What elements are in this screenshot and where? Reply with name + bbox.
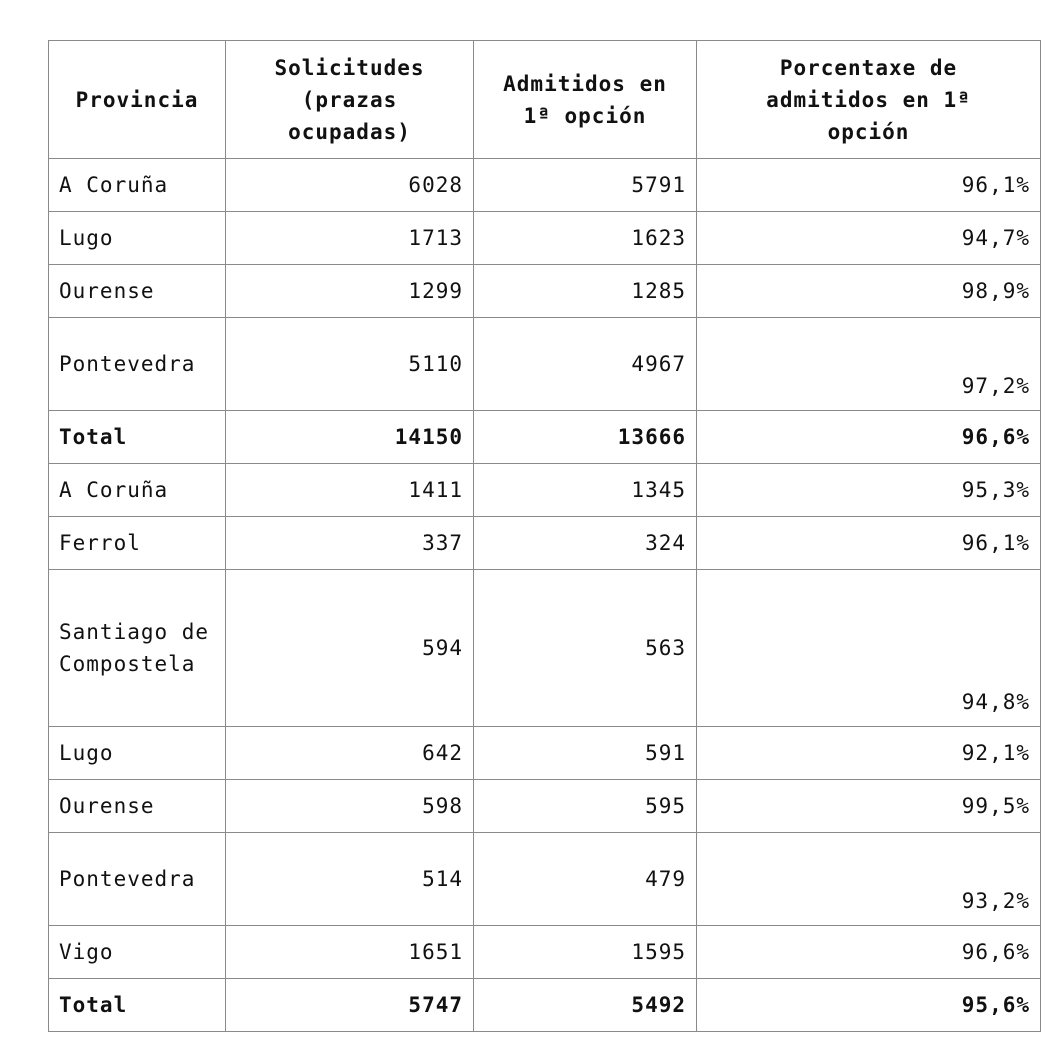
cell-solicitudes: 514 <box>226 833 474 926</box>
cell-solicitudes: 594 <box>226 570 474 727</box>
cell-solicitudes: 5110 <box>226 318 474 411</box>
cell-provincia: Lugo <box>49 727 226 780</box>
table-row <box>49 833 1041 926</box>
cell-provincia: Total <box>49 979 226 1032</box>
cell-solicitudes: 642 <box>226 727 474 780</box>
table-row <box>49 464 1041 517</box>
cell-porcentaxe: 96,6% <box>697 411 1041 464</box>
cell-porcentaxe: 96,1% <box>697 159 1041 212</box>
cell-admitidos: 13666 <box>474 411 697 464</box>
total-row <box>49 979 1041 1032</box>
table-row <box>49 570 1041 727</box>
cell-admitidos: 595 <box>474 780 697 833</box>
cell-solicitudes: 1299 <box>226 265 474 318</box>
cell-porcentaxe: 95,3% <box>697 464 1041 517</box>
cell-solicitudes: 1713 <box>226 212 474 265</box>
cell-porcentaxe: 95,6% <box>697 979 1041 1032</box>
table-row <box>49 318 1041 411</box>
cell-porcentaxe: 96,6% <box>697 926 1041 979</box>
cell-porcentaxe: 96,1% <box>697 517 1041 570</box>
cell-admitidos: 1345 <box>474 464 697 517</box>
table-row <box>49 517 1041 570</box>
header-provincia: Provincia <box>49 41 226 159</box>
cell-provincia: A Coruña <box>49 464 226 517</box>
cell-porcentaxe: 97,2% <box>697 318 1041 411</box>
header-admitidos: Admitidos en 1ª opción <box>474 41 697 159</box>
cell-admitidos: 324 <box>474 517 697 570</box>
cell-porcentaxe: 94,7% <box>697 212 1041 265</box>
cell-solicitudes: 598 <box>226 780 474 833</box>
table-row <box>49 159 1041 212</box>
cell-solicitudes: 5747 <box>226 979 474 1032</box>
cell-solicitudes: 14150 <box>226 411 474 464</box>
cell-admitidos: 563 <box>474 570 697 727</box>
table-header <box>49 41 1041 159</box>
cell-provincia: A Coruña <box>49 159 226 212</box>
cell-provincia: Ourense <box>49 780 226 833</box>
cell-admitidos: 591 <box>474 727 697 780</box>
header-solicitudes: Solicitudes (prazas ocupadas) <box>226 41 474 159</box>
admissions-table-container <box>48 40 1041 1032</box>
cell-admitidos: 1623 <box>474 212 697 265</box>
table-row <box>49 727 1041 780</box>
cell-solicitudes: 1651 <box>226 926 474 979</box>
table-row <box>49 212 1041 265</box>
cell-admitidos: 4967 <box>474 318 697 411</box>
cell-provincia: Ourense <box>49 265 226 318</box>
cell-porcentaxe: 99,5% <box>697 780 1041 833</box>
cell-porcentaxe: 98,9% <box>697 265 1041 318</box>
cell-provincia: Ferrol <box>49 517 226 570</box>
cell-solicitudes: 6028 <box>226 159 474 212</box>
cell-admitidos: 5492 <box>474 979 697 1032</box>
cell-porcentaxe: 93,2% <box>697 833 1041 926</box>
table-row <box>49 780 1041 833</box>
cell-provincia: Vigo <box>49 926 226 979</box>
cell-provincia: Pontevedra <box>49 833 226 926</box>
cell-provincia: Lugo <box>49 212 226 265</box>
cell-admitidos: 1595 <box>474 926 697 979</box>
cell-provincia: Santiago de Compostela <box>49 570 226 727</box>
cell-provincia: Total <box>49 411 226 464</box>
header-porcentaxe: Porcentaxe de admitidos en 1ª opción <box>697 41 1041 159</box>
admissions-table <box>48 40 1041 1032</box>
cell-admitidos: 5791 <box>474 159 697 212</box>
cell-provincia: Pontevedra <box>49 318 226 411</box>
header-row <box>49 41 1041 159</box>
cell-admitidos: 1285 <box>474 265 697 318</box>
table-row <box>49 926 1041 979</box>
cell-porcentaxe: 94,8% <box>697 570 1041 727</box>
cell-solicitudes: 337 <box>226 517 474 570</box>
cell-porcentaxe: 92,1% <box>697 727 1041 780</box>
table-body <box>49 159 1041 1032</box>
cell-admitidos: 479 <box>474 833 697 926</box>
cell-solicitudes: 1411 <box>226 464 474 517</box>
table-row <box>49 265 1041 318</box>
total-row <box>49 411 1041 464</box>
